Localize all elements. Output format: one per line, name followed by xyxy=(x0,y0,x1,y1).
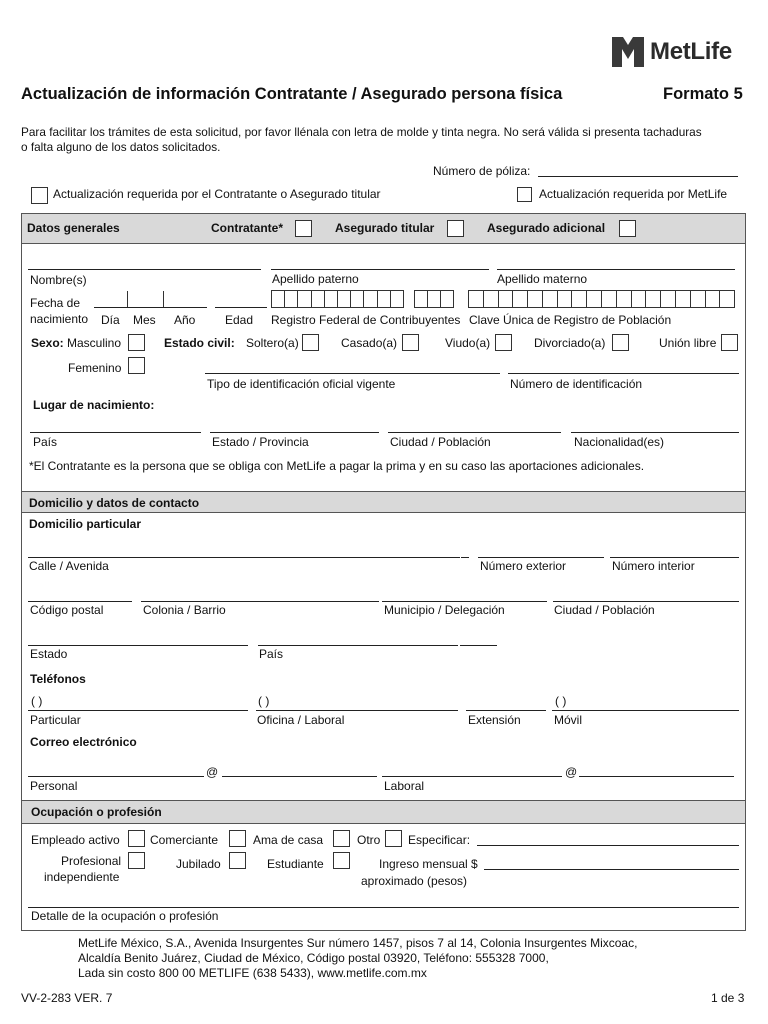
numero-interior-field[interactable] xyxy=(610,557,739,558)
pais-label: País xyxy=(33,435,58,449)
personal-label: Personal xyxy=(30,779,78,793)
format-label: Formato 5 xyxy=(663,85,743,103)
detalle-ocupacion-field[interactable] xyxy=(28,907,739,908)
oficina-area-code: ( ) xyxy=(258,694,270,708)
apellido-materno-field[interactable] xyxy=(497,269,735,270)
movil-label: Móvil xyxy=(554,713,583,727)
numero-id-field[interactable] xyxy=(508,373,739,374)
ciudad-poblacion-label: Ciudad / Población xyxy=(390,435,491,449)
rfc-homoclave-boxes[interactable] xyxy=(414,290,454,308)
union-libre-checkbox[interactable] xyxy=(721,334,738,351)
contratante-label: Contratante* xyxy=(211,221,284,235)
correo-label: Correo electrónico xyxy=(30,735,137,749)
viudo-label: Viudo(a) xyxy=(445,336,491,350)
divorciado-label: Divorciado(a) xyxy=(534,336,606,350)
colonia-field[interactable] xyxy=(141,601,379,602)
asegurado-adicional-label: Asegurado adicional xyxy=(487,221,606,235)
estudiante-label: Estudiante xyxy=(267,857,324,871)
comerciante-label: Comerciante xyxy=(150,833,219,847)
dia-label: Día xyxy=(101,313,120,327)
telefono-particular-field[interactable] xyxy=(28,710,248,711)
telefono-movil-field[interactable] xyxy=(552,710,739,711)
profesional-label: Profesional xyxy=(61,854,122,868)
otro-label: Otro xyxy=(357,833,381,847)
brand-name: MetLife xyxy=(650,38,732,65)
soltero-label: Soltero(a) xyxy=(246,336,299,350)
form-code: VV-2-283 VER. 7 xyxy=(21,991,113,1005)
footer-address-3: Lada sin costo 800 00 METLIFE (638 5433), www.metlife.com.mx xyxy=(78,966,427,980)
municipio-label: Municipio / Delegación xyxy=(384,603,505,617)
movil-area-code: ( ) xyxy=(555,694,567,708)
email-laboral-user-field[interactable] xyxy=(382,776,562,777)
numero-exterior-label: Número exterior xyxy=(480,559,567,573)
nombres-label: Nombre(s) xyxy=(30,273,87,287)
empleado-label: Empleado activo xyxy=(31,833,120,847)
edad-label: Edad xyxy=(225,313,254,327)
intro-text-2: o falta alguno de los datos solicitados. xyxy=(21,140,221,154)
extension-label: Extensión xyxy=(468,713,521,727)
independiente-label: independiente xyxy=(44,870,120,884)
calle-label: Calle / Avenida xyxy=(29,559,109,573)
contact-section-title: Domicilio y datos de contacto xyxy=(29,496,200,510)
numero-id-label: Número de identificación xyxy=(510,377,643,391)
ingreso-label: Ingreso mensual $ xyxy=(379,857,478,871)
intro-text-1: Para facilitar los trámites de esta solicitud, por favor llénala con letra de molde y tinta negra. No será válida si presenta tachaduras xyxy=(21,125,702,139)
ingreso-field[interactable] xyxy=(484,869,739,870)
colonia-label: Colonia / Barrio xyxy=(143,603,226,617)
curp-boxes[interactable] xyxy=(468,290,735,308)
numero-exterior-field[interactable] xyxy=(478,557,604,558)
profesional-checkbox[interactable] xyxy=(128,852,145,869)
apellido-paterno-label: Apellido paterno xyxy=(272,272,359,286)
curp-label: Clave Única de Registro de Población xyxy=(469,313,672,327)
fecha-de-label: Fecha de xyxy=(30,296,81,310)
email-personal-user-field[interactable] xyxy=(28,776,204,777)
jubilado-label: Jubilado xyxy=(176,857,221,871)
casado-checkbox[interactable] xyxy=(402,334,419,351)
ciudad-domicilio-label: Ciudad / Población xyxy=(554,603,655,617)
ama-casa-label: Ama de casa xyxy=(253,833,324,847)
occupation-section-title: Ocupación o profesión xyxy=(31,805,162,819)
ciudad-nacimiento-field[interactable] xyxy=(388,432,561,433)
nacimiento-label: nacimiento xyxy=(30,312,89,326)
estado-civil-label: Estado civil: xyxy=(164,336,235,350)
rfc-label: Registro Federal de Contribuyentes xyxy=(271,313,461,327)
masculino-label: Masculino xyxy=(67,336,122,350)
email-laboral-domain-field[interactable] xyxy=(579,776,734,777)
casado-label: Casado(a) xyxy=(341,336,398,350)
apellido-materno-label: Apellido materno xyxy=(497,272,588,286)
ingreso-aproximado-label: aproximado (pesos) xyxy=(361,874,468,888)
femenino-checkbox[interactable] xyxy=(128,357,145,374)
update-holder-checkbox[interactable] xyxy=(31,187,48,204)
birth-date-field[interactable] xyxy=(94,307,207,308)
policy-number-field[interactable] xyxy=(538,176,738,177)
especificar-field[interactable] xyxy=(477,845,739,846)
codigo-postal-label: Código postal xyxy=(30,603,104,617)
ciudad-domicilio-field[interactable] xyxy=(553,601,739,602)
estado-label: Estado xyxy=(30,647,68,661)
email-personal-at: @ xyxy=(206,765,219,779)
asegurado-adicional-checkbox[interactable] xyxy=(619,220,636,237)
estado-field[interactable] xyxy=(28,645,248,646)
tipo-id-label: Tipo de identificación oficial vigente xyxy=(207,377,396,391)
otro-checkbox[interactable] xyxy=(385,830,402,847)
mes-label: Mes xyxy=(133,313,156,327)
soltero-checkbox[interactable] xyxy=(302,334,319,351)
update-metlife-checkbox[interactable] xyxy=(517,187,532,202)
nacionalidad-label: Nacionalidad(es) xyxy=(574,435,665,449)
numero-interior-label: Número interior xyxy=(612,559,695,573)
calle-field[interactable] xyxy=(28,557,460,558)
telefono-oficina-field[interactable] xyxy=(256,710,458,711)
divorciado-checkbox[interactable] xyxy=(612,334,629,351)
comerciante-checkbox[interactable] xyxy=(229,830,246,847)
asegurado-titular-label: Asegurado titular xyxy=(335,221,435,235)
viudo-checkbox[interactable] xyxy=(495,334,512,351)
tipo-id-field[interactable] xyxy=(205,373,500,374)
footer-address-1: MetLife México, S.A., Avenida Insurgentes Sur número 1457, pisos 7 al 14, Colonia Insurgentes Mixcoac, xyxy=(78,936,638,950)
domicilio-particular-label: Domicilio particular xyxy=(29,517,142,531)
apellido-paterno-field[interactable] xyxy=(271,269,489,270)
footer-address-2: Alcaldía Benito Juárez, Ciudad de México, Código postal 03920, Teléfono: 555328 7000, xyxy=(78,951,549,965)
particular-area-code: ( ) xyxy=(31,694,43,708)
masculino-checkbox[interactable] xyxy=(128,334,145,351)
asegurado-titular-checkbox[interactable] xyxy=(447,220,464,237)
particular-label: Particular xyxy=(30,713,81,727)
pais-domicilio-label: País xyxy=(259,647,284,661)
union-libre-label: Unión libre xyxy=(659,336,717,350)
metlife-logo-icon xyxy=(612,37,644,67)
email-laboral-at: @ xyxy=(565,765,578,779)
page-title: Actualización de información Contratante / Asegurado persona física xyxy=(21,85,563,103)
pais-domicilio-field[interactable] xyxy=(258,645,458,646)
detalle-ocupacion-label: Detalle de la ocupación o profesión xyxy=(31,909,219,923)
ama-casa-checkbox[interactable] xyxy=(333,830,350,847)
codigo-postal-field[interactable] xyxy=(28,601,132,602)
estado-provincia-field[interactable] xyxy=(210,432,379,433)
pais-nacimiento-field[interactable] xyxy=(30,432,201,433)
telefonos-label: Teléfonos xyxy=(30,672,86,686)
municipio-field[interactable] xyxy=(382,601,547,602)
contratante-checkbox[interactable] xyxy=(295,220,312,237)
especificar-label: Especificar: xyxy=(408,833,471,847)
anio-label: Año xyxy=(174,313,196,327)
update-holder-label: Actualización requerida por el Contratante o Asegurado titular xyxy=(53,187,381,201)
estado-provincia-label: Estado / Provincia xyxy=(212,435,309,449)
jubilado-checkbox[interactable] xyxy=(229,852,246,869)
contratante-footnote: *El Contratante es la persona que se obliga con MetLife a pagar la prima y en su caso las aportaciones adicionales. xyxy=(29,459,645,473)
oficina-label: Oficina / Laboral xyxy=(257,713,345,727)
edad-field[interactable] xyxy=(215,307,267,308)
laboral-label: Laboral xyxy=(384,779,425,793)
rfc-boxes[interactable] xyxy=(271,290,404,308)
update-metlife-label: Actualización requerida por MetLife xyxy=(539,187,728,201)
femenino-label: Femenino xyxy=(68,361,122,375)
extension-field[interactable] xyxy=(466,710,546,711)
nacionalidad-field[interactable] xyxy=(571,432,739,433)
empleado-checkbox[interactable] xyxy=(128,830,145,847)
sexo-label: Sexo: xyxy=(31,336,64,350)
page-number: 1 de 3 xyxy=(711,991,745,1005)
policy-number-label: Número de póliza: xyxy=(433,164,531,178)
nombres-field[interactable] xyxy=(28,269,261,270)
email-personal-domain-field[interactable] xyxy=(222,776,377,777)
general-section-title: Datos generales xyxy=(27,221,120,235)
estudiante-checkbox[interactable] xyxy=(333,852,350,869)
lugar-nacimiento-label: Lugar de nacimiento: xyxy=(33,398,155,412)
